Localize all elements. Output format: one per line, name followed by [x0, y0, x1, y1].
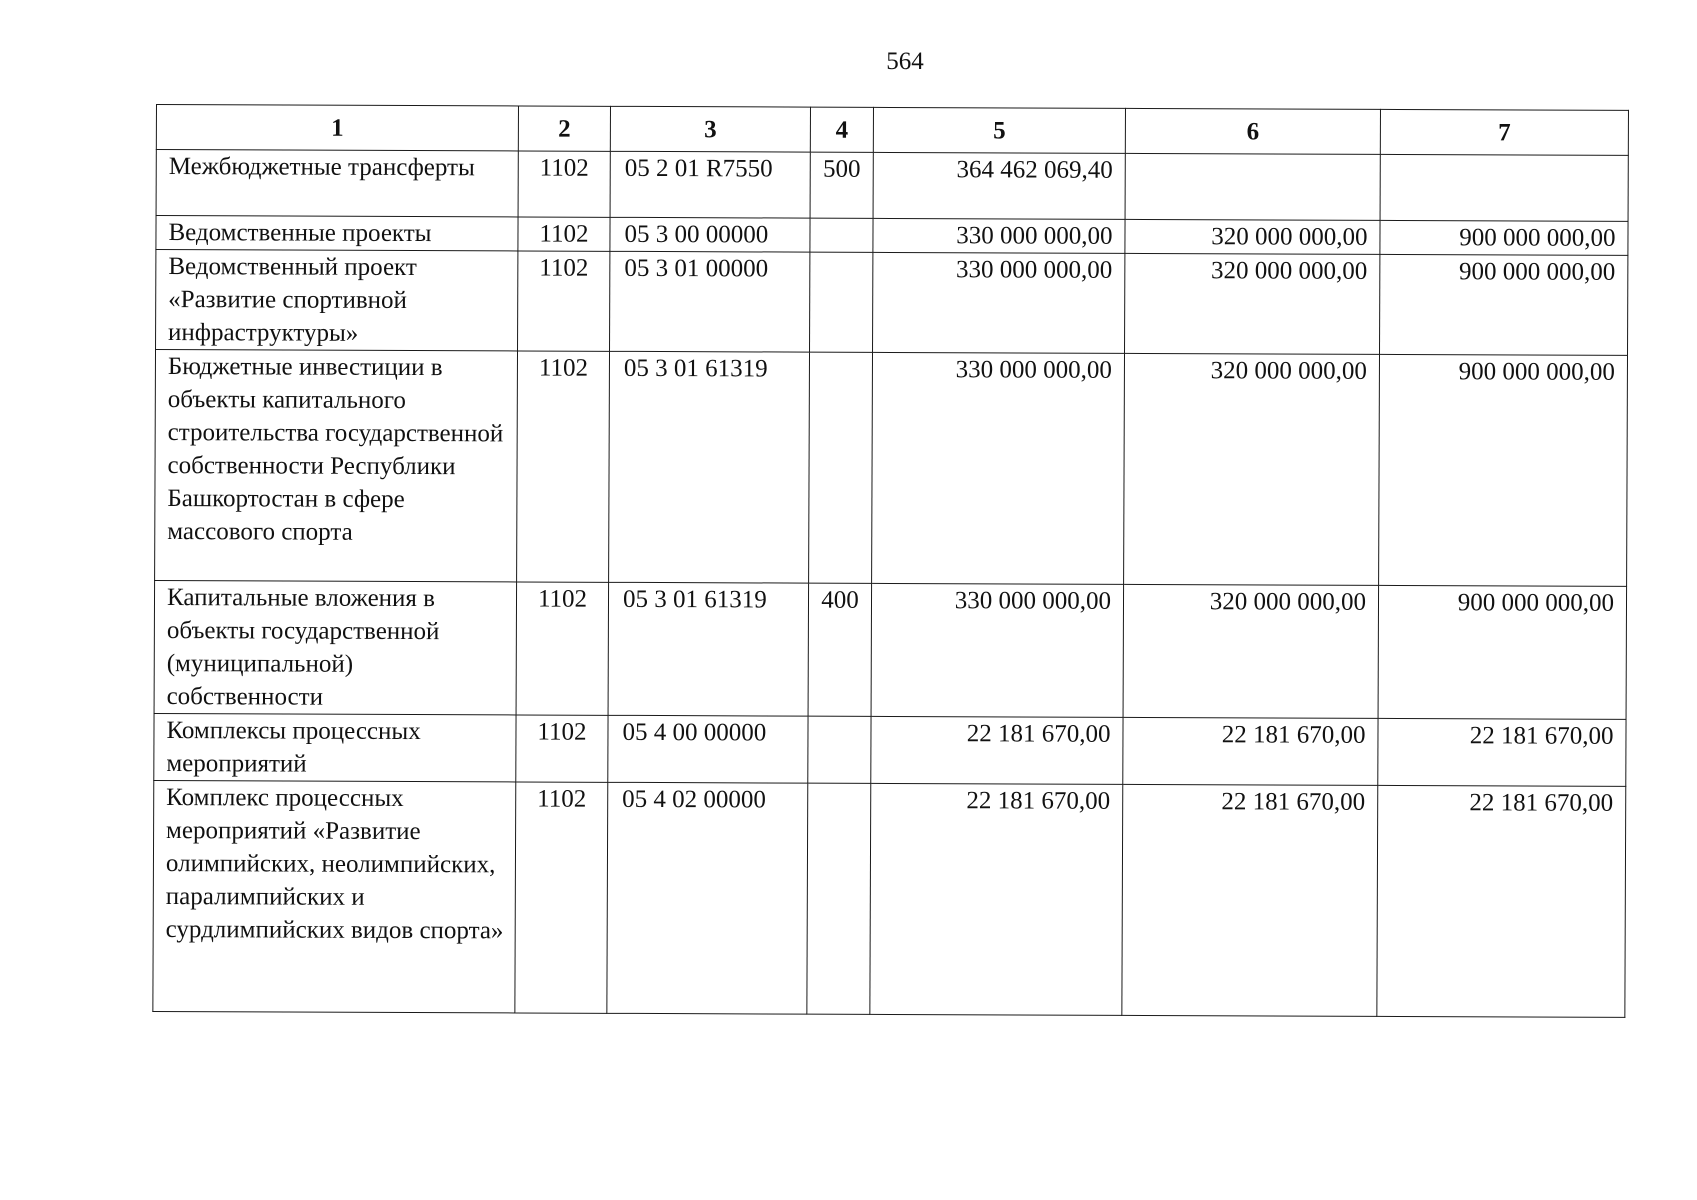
row-name-cell: Ведомственный проект «Развитие спортивной инфраструктуры» — [156, 250, 518, 351]
amount-cell: 320 000 000,00 — [1124, 353, 1380, 585]
table-row — [154, 580, 1627, 719]
row-name-cell: Комплекс процессных мероприятий «Развитие олимпийских, неолимпийских, паралимпийских и сурдлимпийских видов спорта» — [153, 780, 516, 1012]
section-code-cell: 1102 — [518, 151, 610, 217]
amount-cell: 364 462 069,40 — [873, 152, 1125, 219]
target-code-cell: 05 3 01 00000 — [610, 251, 810, 352]
target-code-cell: 05 3 01 61319 — [609, 351, 810, 583]
expense-type-cell — [810, 218, 873, 252]
section-code-cell: 1102 — [516, 715, 608, 782]
table-row — [156, 216, 1628, 256]
amount-cell: 900 000 000,00 — [1380, 254, 1628, 355]
budget-table — [152, 104, 1629, 1018]
amount-cell: 22 181 670,00 — [1377, 785, 1626, 1017]
table-header-row — [156, 105, 1628, 156]
row-name-cell: Ведомственные проекты — [156, 216, 518, 251]
column-header: 3 — [610, 106, 810, 152]
expense-type-cell — [808, 716, 871, 783]
table-row — [154, 713, 1626, 786]
section-code-cell: 1102 — [516, 582, 609, 715]
column-header: 6 — [1125, 108, 1380, 154]
amount-cell — [1380, 154, 1628, 221]
column-header: 2 — [518, 106, 610, 151]
target-code-cell: 05 4 02 00000 — [607, 782, 808, 1014]
column-header: 4 — [810, 107, 873, 152]
expense-type-cell: 500 — [810, 152, 873, 218]
amount-cell: 22 181 670,00 — [1378, 718, 1626, 786]
table-row — [155, 350, 1628, 587]
target-code-cell: 05 3 01 61319 — [608, 582, 809, 716]
amount-cell: 330 000 000,00 — [873, 218, 1125, 253]
row-name-cell: Бюджетные инвестиции в объекты капитального строительства государственной собственности Республики Башкортостан в сфере массового спорта — [155, 350, 518, 582]
amount-cell: 22 181 670,00 — [1123, 717, 1378, 785]
amount-cell: 320 000 000,00 — [1125, 253, 1380, 354]
amount-cell: 22 181 670,00 — [870, 783, 1123, 1015]
expense-type-cell: 400 — [808, 583, 872, 716]
section-code-cell: 1102 — [518, 217, 610, 251]
expense-type-cell — [809, 352, 873, 583]
row-name-cell: Межбюджетные трансферты — [156, 150, 518, 217]
row-name-cell: Капитальные вложения в объекты государственной (муниципальной) собственности — [154, 580, 517, 714]
table-row — [156, 150, 1628, 222]
target-code-cell: 05 4 00 00000 — [608, 715, 808, 783]
section-code-cell: 1102 — [517, 351, 610, 582]
amount-cell: 330 000 000,00 — [873, 252, 1125, 353]
amount-cell: 22 181 670,00 — [1122, 784, 1378, 1016]
column-header: 1 — [156, 105, 518, 151]
amount-cell: 320 000 000,00 — [1125, 219, 1380, 254]
amount-cell: 900 000 000,00 — [1378, 585, 1627, 719]
table-row — [153, 780, 1626, 1017]
target-code-cell: 05 3 00 00000 — [610, 217, 810, 252]
column-header: 5 — [873, 107, 1125, 153]
amount-cell — [1125, 153, 1380, 220]
amount-cell: 900 000 000,00 — [1379, 354, 1628, 586]
row-name-cell: Комплексы процессных мероприятий — [154, 713, 516, 781]
expense-type-cell — [807, 783, 871, 1014]
expense-type-cell — [810, 252, 873, 352]
column-header: 7 — [1380, 109, 1628, 155]
amount-cell: 900 000 000,00 — [1380, 220, 1628, 255]
amount-cell: 330 000 000,00 — [872, 352, 1125, 584]
page-number: 564 — [886, 48, 924, 75]
amount-cell: 330 000 000,00 — [871, 583, 1124, 717]
amount-cell: 320 000 000,00 — [1123, 584, 1379, 718]
section-code-cell: 1102 — [518, 251, 610, 351]
amount-cell: 22 181 670,00 — [871, 716, 1123, 784]
table-row — [156, 250, 1628, 356]
target-code-cell: 05 2 01 R7550 — [610, 151, 810, 218]
section-code-cell: 1102 — [515, 782, 608, 1013]
